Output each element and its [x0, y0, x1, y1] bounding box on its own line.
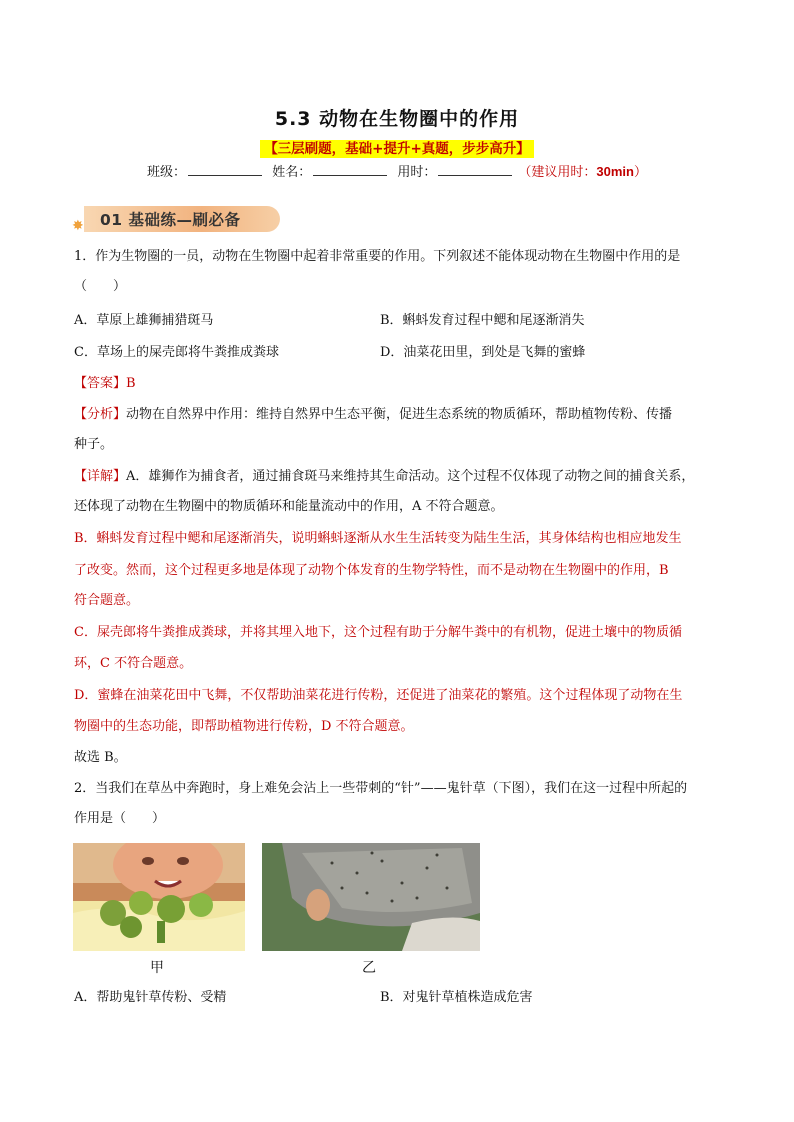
photo-child-with-burs-art [73, 843, 245, 951]
section-banner [72, 204, 288, 234]
photo-child-with-burs [73, 843, 245, 951]
q2-stem-line1: 2．当我们在草丛中奔跑时，身上难免会沾上一些带刺的“针”——鬼针草（下图），我们在这一过程中所起的 [74, 781, 688, 796]
q1-detail-b-line2: 了改变。然而，这个过程更多地是体现了动物个体发育的生物学特性，而不是动物在生物圈中的作用，B [74, 563, 669, 578]
section-label: 01 基础练—刷必备 [100, 211, 241, 229]
caption-yi: 乙 [362, 960, 376, 976]
star-icon: ✸ [72, 218, 84, 234]
time-blank[interactable] [438, 163, 512, 176]
detail-a-text-1: A．雄狮作为捕食者，通过捕食斑马来维持其生命活动。这个过程不仅体现了动物之间的捕食关系， [126, 469, 695, 484]
analysis-text-1: 动物在自然界中作用：维持自然界中生态平衡，促进生态系统的物质循环，帮助植物传粉、传播 [126, 407, 673, 422]
analysis-tag: 【分析】 [74, 407, 127, 422]
q1-detail-c-line1: C．屎壳郎将牛粪推成粪球，并将其埋入地下，这个过程有助于分解牛粪中的有机物，促进土壤中的物质循 [74, 625, 682, 640]
photo-burs-on-clothes [262, 843, 480, 951]
suggest-suffix: ） [633, 165, 647, 180]
suggested-time [518, 165, 647, 180]
q1-option-a[interactable]: A．草原上雄狮捕猎斑马 [74, 313, 214, 328]
q1-detail-a-line1 [74, 466, 724, 487]
tagline-text: 【三层刷题，基础+提升+真题，步步高升】 [260, 140, 534, 158]
q1-detail-d-line1: D．蜜蜂在油菜花田中飞舞，不仅帮助油菜花进行传粉，还促进了油菜花的繁殖。这个过程体现了动物在生 [74, 688, 683, 703]
q2-option-a[interactable]: A．帮助鬼针草传粉、受精 [74, 990, 227, 1005]
q2-option-b[interactable]: B．对鬼针草植株造成危害 [380, 990, 533, 1005]
detail-tag: 【详解】 [74, 469, 127, 484]
q1-detail-d-line2: 物圈中的生态功能，即帮助植物进行传粉，D 不符合题意。 [74, 719, 414, 734]
q1-detail-c-line2: 环，C 不符合题意。 [74, 656, 193, 671]
q1-detail-b-line1: B．蝌蚪发育过程中鳃和尾逐渐消失，说明蝌蚪逐渐从水生生活转变为陆生生活，其身体结构也相应地发生 [74, 531, 682, 546]
q1-stem-line1: 1．作为生物圈的一员，动物在生物圈中起着非常重要的作用。下列叙述不能体现动物在生物圈中作用的是 [74, 249, 681, 264]
time-label: 用时： [397, 165, 437, 180]
caption-jia: 甲 [150, 960, 164, 976]
q1-analysis-line2: 种子。 [74, 437, 114, 452]
photo-burs-on-clothes-art [262, 843, 480, 951]
class-label: 班级： [147, 165, 187, 180]
suggest-value: 30min [596, 164, 634, 179]
q1-option-c[interactable]: C．草场上的屎壳郎将牛粪推成粪球 [74, 345, 279, 360]
class-blank[interactable] [188, 163, 262, 176]
q1-detail-a-line2: 还体现了动物在生物圈中的物质循环和能量流动中的作用，A 不符合题意。 [74, 499, 504, 514]
q1-analysis-line1 [74, 404, 724, 425]
q1-answer: 【答案】B [74, 376, 136, 391]
q1-stem-line2: （ ） [74, 279, 127, 294]
page-title: 5.3 动物在生物圈中的作用 [274, 108, 520, 130]
q1-option-b[interactable]: B．蝌蚪发育过程中鳃和尾逐渐消失 [380, 313, 585, 328]
name-blank[interactable] [313, 163, 387, 176]
q1-detail-b-line3: 符合题意。 [74, 593, 140, 608]
student-info-line [0, 161, 794, 180]
tagline [0, 137, 794, 157]
q2-stem-line2: 作用是（ ） [74, 811, 166, 826]
q1-option-d[interactable]: D．油菜花田里，到处是飞舞的蜜蜂 [380, 345, 586, 360]
name-label: 姓名： [272, 165, 312, 180]
suggest-prefix: （建议用时： [518, 165, 597, 180]
q1-conclusion: 故选 B。 [74, 750, 127, 765]
